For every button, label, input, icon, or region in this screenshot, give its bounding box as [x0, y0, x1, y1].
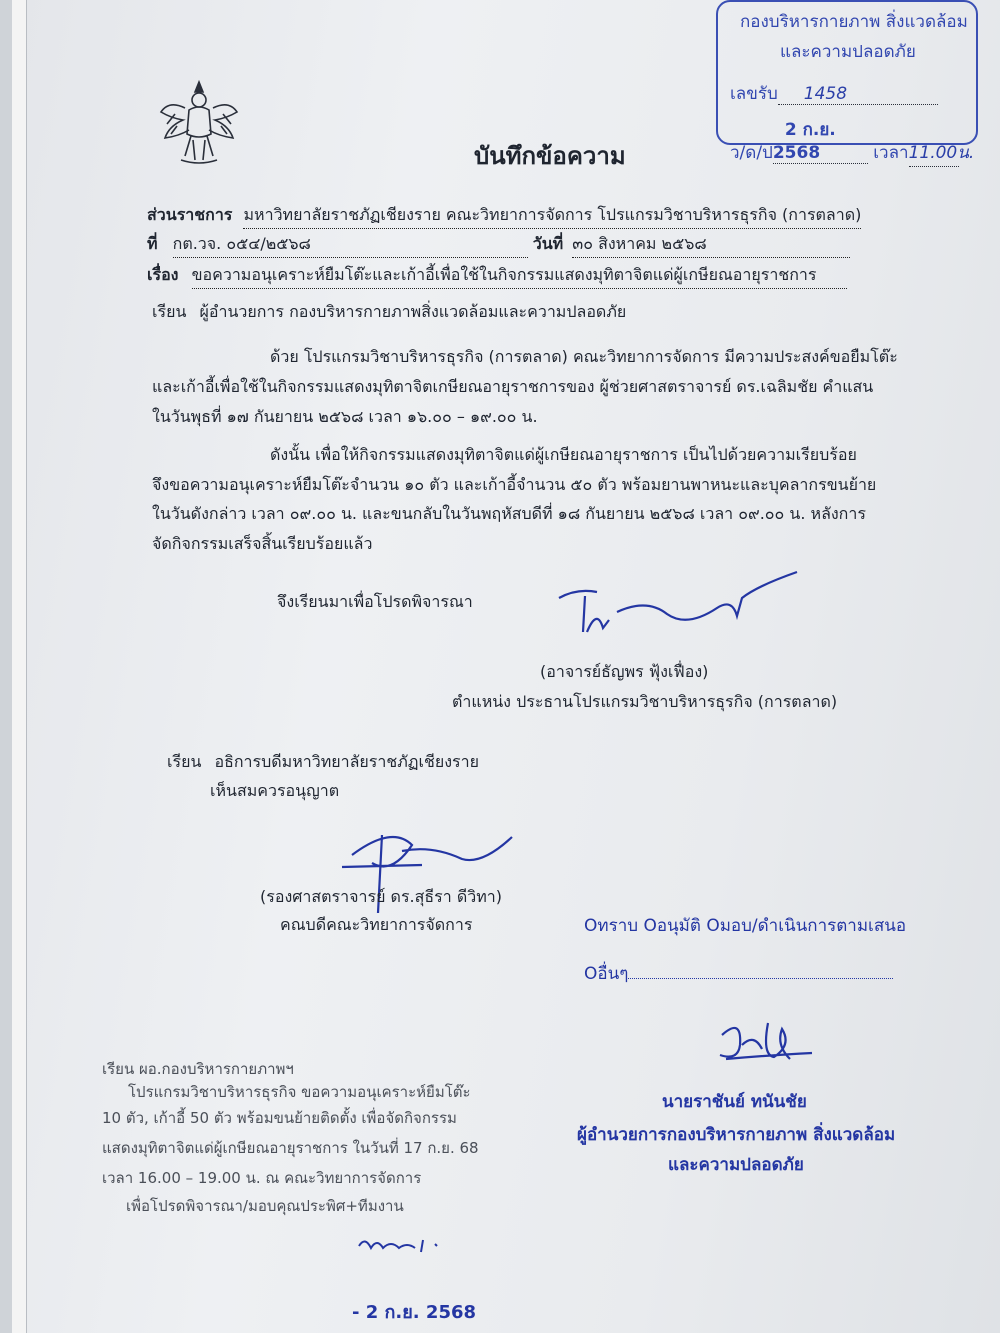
endorse-to-label: เรียน [167, 752, 202, 771]
endorse-position: คณบดีคณะวิทยาการจัดการ [280, 915, 473, 934]
stamp-line-1: กองบริหารกายภาพ สิ่งแวดล้อม [740, 12, 968, 32]
closing-line: จึงเรียนมาเพื่อโปรดพิจารณา [277, 592, 473, 611]
signature-4 [355, 1230, 445, 1260]
director-other: Oอื่นๆ [584, 964, 629, 984]
dept-label: ส่วนราชการ [147, 205, 233, 224]
receipt-stamp [716, 0, 978, 163]
to-label: เรียน [152, 302, 187, 321]
garuda-emblem [155, 78, 243, 168]
date-label: วันที่ [532, 234, 564, 253]
endorse-name: (รองศาสตราจารย์ ดร.สุธีรา ดีวิทา) [260, 887, 502, 906]
endorse-note: เห็นสมควรอนุญาต [210, 781, 340, 800]
dept-line [147, 203, 861, 229]
memo-title: บันทึกข้อความ [474, 142, 626, 170]
date-value: ๓๐ สิงหาคม ๒๕๖๘ [572, 232, 850, 258]
signer1-name: (อาจารย์ธัญพร ฟุ้งเฟื่อง) [540, 662, 709, 681]
endorse-to-line [167, 750, 479, 775]
stamp-time: 11.00น. [908, 143, 975, 163]
director-options: Oทราบ Oอนุมัติ Oมอบ/ดำเนินการตามเสนอ [584, 916, 907, 936]
memo-date-stamp: - 2 ก.ย. 2568 [352, 1302, 477, 1323]
stamp-receipt-label: เลขรับ [730, 84, 778, 104]
body-p1-line3: ในวันพุธที่ ๑๗ กันยายน ๒๕๖๘ เวลา ๑๖.๐๐ – ๑๙.๐๐ น. [152, 407, 538, 426]
director-position-1: ผู้อำนวยการกองบริหารกายภาพ สิ่งแวดล้อม [577, 1125, 896, 1145]
director-name: นายราชันย์ ทนันชัย [662, 1092, 807, 1112]
body-p2-line4: จัดกิจกรรมเสร็จสิ้นเรียบร้อยแล้ว [152, 534, 373, 553]
subject-label: เรื่อง [147, 265, 179, 284]
subject-value: ขอความอนุเคราะห์ยืมโต๊ะและเก้าอี้เพื่อใช้ในกิจกรรมแสดงมุทิตาจิตแด่ผู้เกษียณอายุราชการ [192, 263, 847, 289]
signer1-position: ตำแหน่ง ประธานโปรแกรมวิชาบริหารธุรกิจ (การตลาด) [452, 692, 838, 711]
stamp-line-2: และความปลอดภัย [780, 42, 916, 62]
memo-line5: เวลา 16.00 – 19.00 น. ณ คณะวิทยาการจัดการ [102, 1169, 422, 1187]
memo-line6: เพื่อโปรดพิจารณา/มอบคุณประพิศ+ทีมงาน [126, 1197, 404, 1215]
stamp-date: 2 ก.ย. 2568 [772, 120, 836, 163]
endorse-to-value: อธิการบดีมหาวิทยาลัยราชภัฏเชียงราย [214, 752, 479, 771]
subject-line [147, 263, 847, 289]
director-position-2: และความปลอดภัย [668, 1155, 804, 1175]
body-p2-line2: จึงขอความอนุเคราะห์ยืมโต๊ะจำนวน ๑๐ ตัว และเก้าอี้จำนวน ๕๐ ตัว พร้อมยานพาหนะและบุคลากรขนย้าย [152, 475, 877, 494]
memo-line4: แสดงมุทิตาจิตแด่ผู้เกษียณอายุราชการ ในวันที่ 17 ก.ย. 68 [102, 1139, 479, 1157]
ref-label: ที่ [147, 234, 158, 253]
stamp-receipt-no: 1458 [803, 84, 848, 104]
ref-line [147, 232, 850, 258]
stamp-time-label: เวลา [873, 143, 909, 163]
stamp-date-label: ว/ด/ป [730, 143, 773, 163]
dept-value: มหาวิทยาลัยราชภัฏเชียงราย คณะวิทยาการจัดการ โปรแกรมวิชาบริหารธุรกิจ (การตลาด) [243, 203, 861, 229]
ref-value: กต.วจ. ๐๕๔/๒๕๖๘ [173, 232, 528, 258]
memo-line1: เรียน ผอ.กองบริหารกายภาพฯ [102, 1060, 294, 1078]
document-page [12, 0, 1000, 1333]
signature-3 [712, 1015, 822, 1070]
body-p1-line2: และเก้าอี้เพื่อใช้ในกิจกรรมแสดงมุทิตาจิตเกษียณอายุราชการของ ผู้ช่วยศาสตราจารย์ ดร.เฉลิมชัย คำแสน [152, 377, 874, 396]
to-line [152, 300, 626, 325]
stamp-date-row [730, 116, 975, 167]
memo-line2: โปรแกรมวิชาบริหารธุรกิจ ขอความอนุเคราะห์ยืมโต๊ะ [128, 1083, 471, 1101]
director-other-line [584, 960, 893, 987]
signature-1 [557, 568, 807, 648]
body-p1-line1: ด้วย โปรแกรมวิชาบริหารธุรกิจ (การตลาด) คณะวิทยาการจัดการ มีความประสงค์ขอยืมโต๊ะ [270, 347, 898, 366]
body-p2-line3: ในวันดังกล่าว เวลา ๐๙.๐๐ น. และขนกลับในวันพฤหัสบดีที่ ๑๘ กันยายน ๒๕๖๘ เวลา ๐๙.๐๐ น. หลังการ [152, 504, 866, 523]
memo-line3: 10 ตัว, เก้าอี้ 50 ตัว พร้อมขนย้ายติดตั้ง เพื่อจัดกิจกรรม [102, 1109, 457, 1127]
page-edge [12, 0, 27, 1333]
body-p2-line1: ดังนั้น เพื่อให้กิจกรรมแสดงมุทิตาจิตแด่ผู้เกษียณอายุราชการ เป็นไปด้วยความเรียบร้อย [270, 445, 857, 464]
to-value: ผู้อำนวยการ กองบริหารกายภาพสิ่งแวดล้อมและความปลอดภัย [199, 302, 627, 321]
stamp-receipt [730, 80, 938, 107]
